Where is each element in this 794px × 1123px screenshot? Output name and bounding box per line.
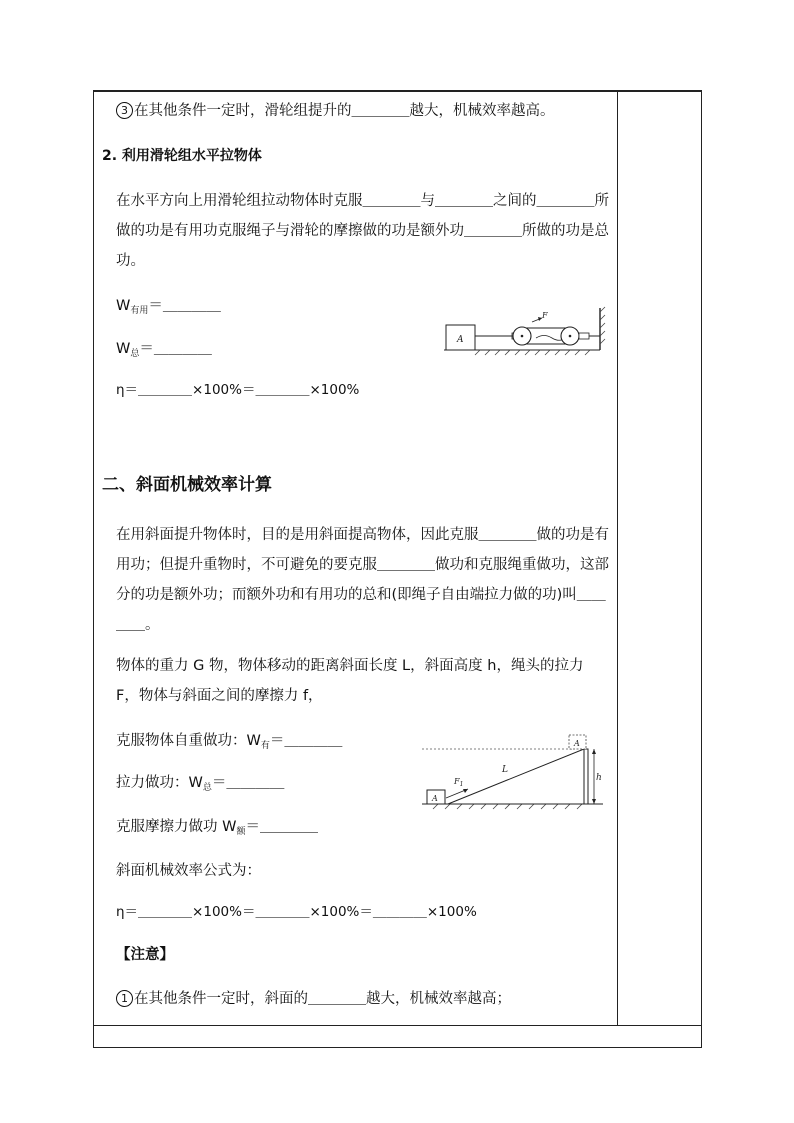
work-pull <box>116 773 284 798</box>
force-label: F <box>542 311 548 320</box>
formula-w-total <box>116 339 212 364</box>
variables-paragraph: 物体的重力 G 物，物体移动的距离斜面长度 L，斜面高度 h，绳头的拉力 F，物体与斜面之间的摩擦力 f， <box>116 658 584 704</box>
block-a-top-label: A <box>574 739 580 748</box>
section-incline-efficiency: 二、斜面机械效率计算 <box>102 475 272 495</box>
work-friction-rest: ＝＿＿＿＿ <box>245 819 318 835</box>
horizontal-pulley-paragraph: 在水平方向上用滑轮组拉动物体时克服＿＿＿＿与＿＿＿＿之间的＿＿＿＿所做的功是有用功克服绳子与滑轮的摩擦做的功是额外功＿＿＿＿所做的功是总功。 <box>116 193 609 269</box>
work-gravity <box>116 731 342 756</box>
work-pull-rest: ＝＿＿＿＿ <box>211 775 285 791</box>
formula-w-useful-symbol: W <box>116 298 131 314</box>
item-3 <box>116 101 555 121</box>
subheading-horizontal-pulley: 2. 利用滑轮组水平拉物体 <box>102 148 262 164</box>
formula-efficiency-pulley: η＝＿＿＿＿×100%＝＿＿＿＿×100% <box>116 382 360 398</box>
row-divider <box>93 1025 702 1026</box>
formula-w-total-symbol: W <box>116 341 131 357</box>
incline-paragraph: 在用斜面提升物体时，目的是用斜面提高物体，因此克服＿＿＿＿做的功是有用功；但提升重物时，不可避免的要克服＿＿＿＿做功和克服绳重做功，这部分的功是额外功；而额外功和有用功的总和(即绳子自由端拉力做的功)叫＿＿＿＿。 <box>116 527 609 633</box>
formula-title: 斜面机械效率公式为： <box>116 863 261 879</box>
work-gravity-rest: ＝＿＿＿＿ <box>269 733 343 749</box>
formula-w-useful-rest: ＝＿＿＿＿ <box>148 298 221 314</box>
incline-ramp <box>448 749 588 804</box>
work-friction-sub: 额 <box>236 827 246 837</box>
work-friction <box>116 817 318 842</box>
work-gravity-label: 克服物体自重做功：W <box>116 733 261 749</box>
item-1 <box>116 989 511 1009</box>
item-3-text: 在其他条件一定时，滑轮组提升的＿＿＿＿越大，机械效率越高。 <box>134 103 555 119</box>
item-1-number: 1 <box>116 990 133 1007</box>
item-3-number: 3 <box>116 102 133 119</box>
formula-w-useful <box>116 296 221 321</box>
item-1-text: 在其他条件一定时，斜面的＿＿＿＿越大，机械效率越高； <box>134 991 511 1007</box>
height-label: h <box>596 773 602 783</box>
length-label: L <box>502 765 508 775</box>
formula-w-total-sub: 总 <box>130 349 140 359</box>
table-right-border <box>701 90 702 1048</box>
formula-efficiency-incline: η＝＿＿＿＿×100%＝＿＿＿＿×100%＝＿＿＿＿×100% <box>116 904 477 920</box>
work-gravity-sub: 有 <box>260 741 270 751</box>
work-pull-label: 拉力做功：W <box>116 775 203 791</box>
block-a-label: A <box>457 335 464 345</box>
block-a-bottom-label: A <box>432 794 438 803</box>
incline-diagram <box>418 728 610 812</box>
note-heading: 【注意】 <box>116 947 174 963</box>
table-bottom-border <box>93 1047 702 1048</box>
formula-w-useful-sub: 有用 <box>130 306 149 316</box>
formula-w-total-rest: ＝＿＿＿＿ <box>139 341 212 357</box>
table-top-border <box>93 90 702 92</box>
work-friction-label: 克服摩擦力做功 W <box>116 819 237 835</box>
force-f1-label: $F_1$ <box>454 777 464 788</box>
pulley-diagram <box>440 306 610 356</box>
table-left-border <box>93 90 94 1048</box>
column-divider <box>617 90 618 1025</box>
work-pull-sub: 总 <box>202 783 212 793</box>
